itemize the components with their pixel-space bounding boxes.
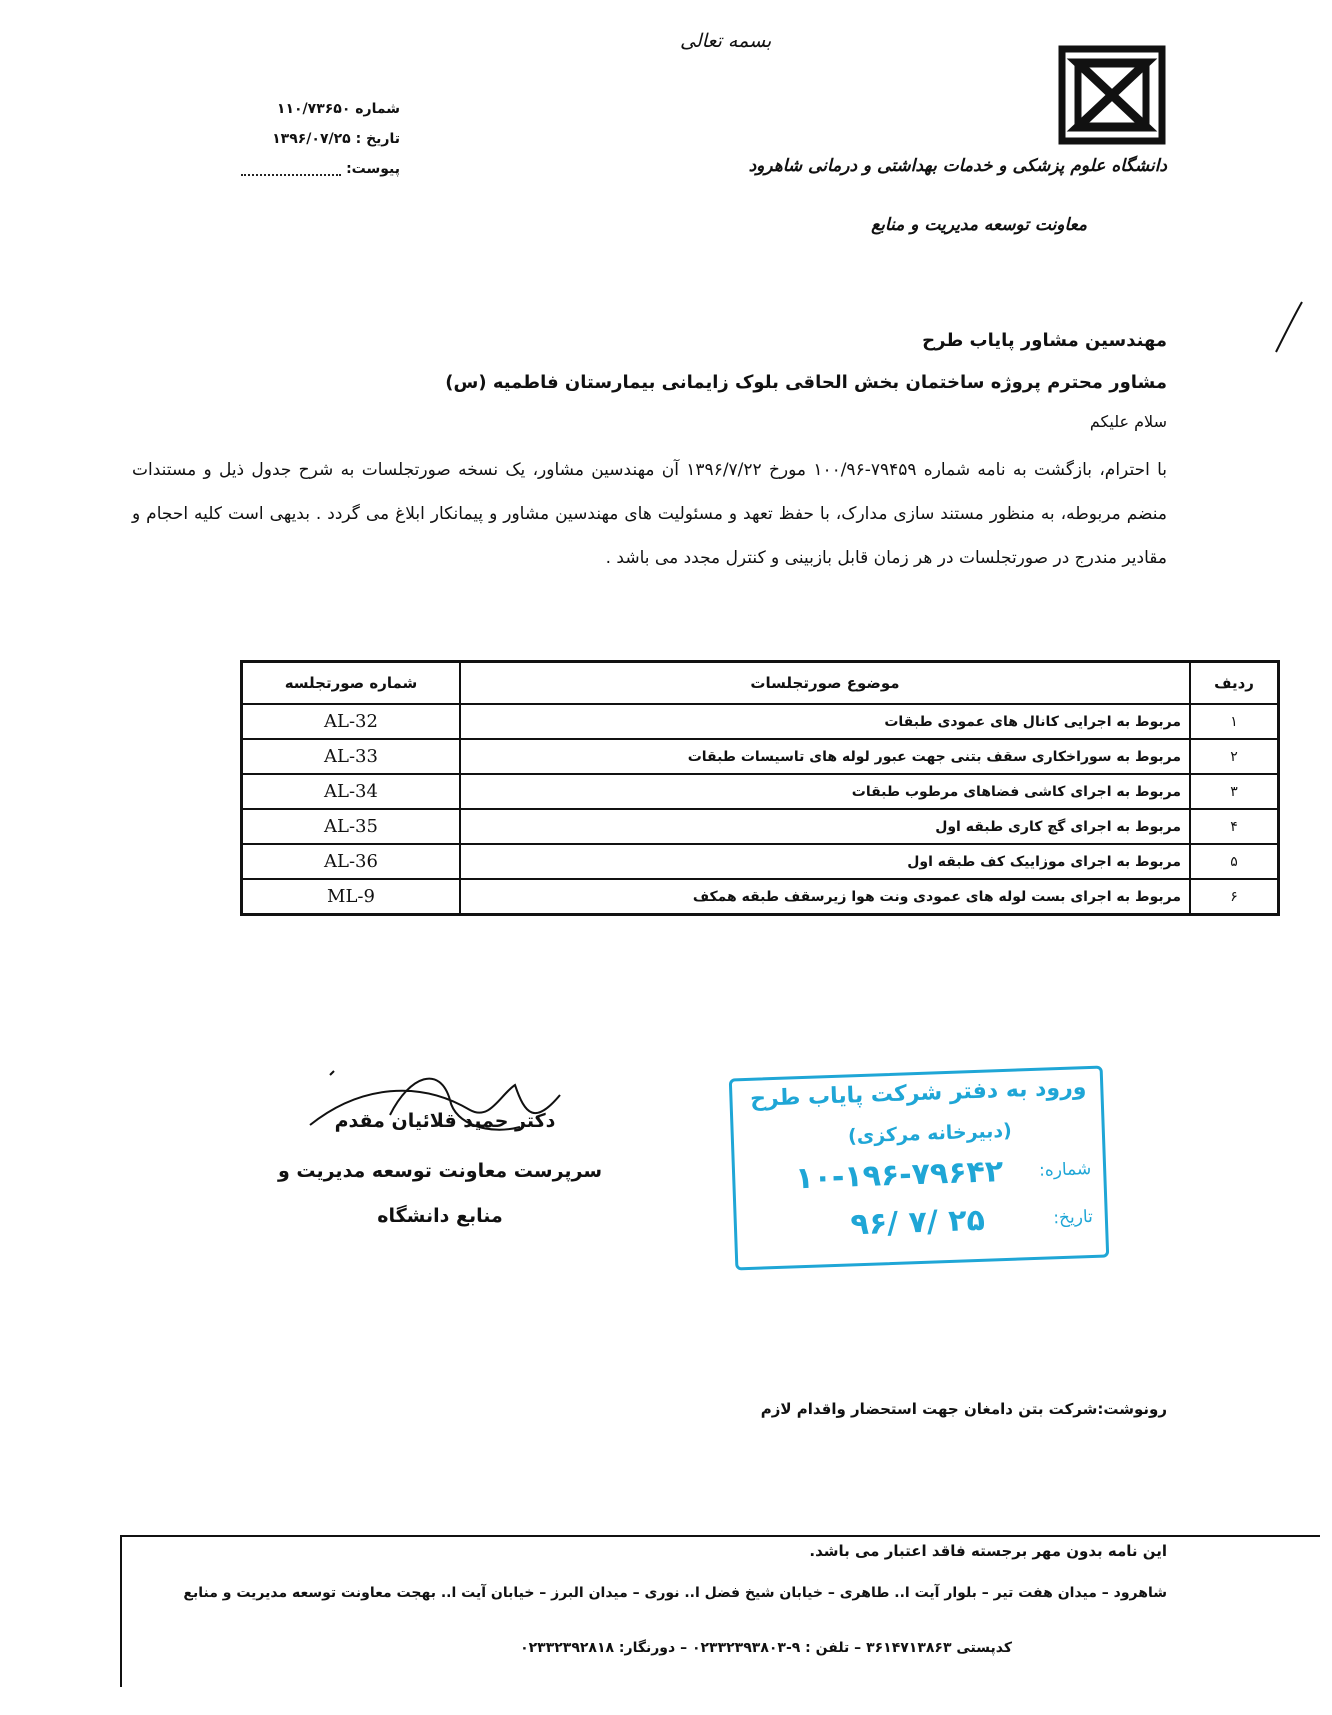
letter-attachment-row [230,154,400,184]
letter-date-value: ۱۳۹۶/۰۷/۲۵ [272,131,351,147]
row-subject: مربوط به اجرای موزاییک کف طبقه اول [460,844,1190,879]
header-minutes-number: شماره صورتجلسه [242,662,461,705]
department-name: معاونت توسعه مدیریت و منابع [871,215,1087,235]
table-row [242,879,1279,915]
signatory-title-line-1: سرپرست معاونت توسعه مدیریت و [277,1160,603,1182]
header-row-number: ردیف [1190,662,1279,705]
letter-number-value: ۱۱۰/۷۳۶۵۰ [276,101,351,117]
row-number: ۲ [1190,739,1279,774]
letter-number-label: شماره [355,101,400,117]
row-minutes-number: AL-32 [242,704,461,739]
header-subject: موضوع صورتجلسات [460,662,1190,705]
recipient-line-2: مشاور محترم پروژه ساختمان بخش الحاقی بلوک زایمانی بیمارستان فاطمیه (س) [445,372,1167,393]
row-subject: مربوط به اجرای کاشی فضاهای مرطوب طبقات [460,774,1190,809]
handwritten-slash-mark [1268,298,1308,356]
table-row [242,844,1279,879]
stamp-date-label: تاریخ: [1052,1206,1094,1229]
stamp-title: ورود به دفتر شرکت پایاب طرح [749,1075,1087,1112]
university-logo [1058,45,1166,145]
row-minutes-number: AL-34 [242,774,461,809]
stamp-number-value: ۱۰-۱۹۶-۷۹۶۴۲ [794,1154,1004,1197]
letter-date-row [230,124,400,154]
stamp-date-value: ۹۶/ ۷/ ۲۵ [849,1202,986,1243]
signatory-name: دکتر حمید قلائیان مقدم [334,1110,556,1132]
handwritten-signature [300,1055,580,1160]
carbon-copy-line: رونوشت:شرکت بتن دامغان جهت استحضار واقدام لازم [760,1400,1167,1418]
footer-validity-note: این نامه بدون مهر برجسته فاقد اعتبار می باشد. [809,1542,1167,1560]
letter-meta [230,94,400,184]
row-number: ۴ [1190,809,1279,844]
attachment-dotted-line [241,162,341,176]
row-subject: مربوط به اجرایی کانال های عمودی طبقات [460,704,1190,739]
letter-number-row [230,94,400,124]
row-number: ۳ [1190,774,1279,809]
stamp-number-label: شماره: [1038,1158,1092,1181]
row-minutes-number: AL-35 [242,809,461,844]
minutes-table [240,660,1280,916]
university-name: دانشگاه علوم پزشکی و خدمات بهداشتی و درمانی شاهرود [748,156,1167,176]
row-number: ۵ [1190,844,1279,879]
table-row [242,739,1279,774]
row-minutes-number: ML-9 [242,879,461,915]
letter-attachment-label: پیوست: [346,161,400,177]
letter-body: با احترام، بازگشت به نامه شماره ۷۹۴۵۹-۱۰۰/۹۶ مورخ ۱۳۹۶/۷/۲۲ آن مهندسین مشاور، یک نسخه صورتجلسات به شرح جدول ذیل و مستندات منضم مربوطه، به منظور مستند سازی مدارک، با حفظ تعهد و مسئولیت های مهندسین مشاور و پیمانکار ابلاغ می گردد . بدیهی است کلیه احجام و مقادیر مندرج در صورتجلسات در هر زمان قابل بازبینی و کنترل مجدد می باشد . [132,460,1167,568]
footer-address: شاهرود – میدان هفت تیر – بلوار آیت ا.. طاهری – خیابان شیخ فضل ا.. نوری – میدان البرز – خیابان آیت ا.. بهجت معاونت توسعه مدیریت و منابع [183,1585,1167,1601]
table-row [242,809,1279,844]
row-minutes-number: AL-36 [242,844,461,879]
footer-contact: کدپستی ۳۶۱۴۷۱۳۸۶۳ – تلفن : ۹-۰۲۳۳۲۳۹۳۸۰۳ – دورنگار: ۰۲۳۳۲۳۹۲۸۱۸ [520,1640,1012,1656]
stamp-subtitle: (دبیرخانه مرکزی) [847,1119,1013,1148]
row-number: ۱ [1190,704,1279,739]
letter-date-label: تاریخ : [355,131,400,147]
table-header-row [242,662,1279,705]
row-number: ۶ [1190,879,1279,915]
table-row [242,704,1279,739]
row-subject: مربوط به اجرای گچ کاری طبقه اول [460,809,1190,844]
row-subject: مربوط به سوراخکاری سقف بتنی جهت عبور لوله های تاسیسات طبقات [460,739,1190,774]
bismillah-heading: بسمه تعالی [680,30,772,52]
row-minutes-number: AL-33 [242,739,461,774]
recipient-line-1: مهندسین مشاور پایاب طرح [922,330,1167,351]
receipt-stamp [729,1066,1109,1271]
row-subject: مربوط به اجرای بست لوله های عمودی ونت هوا زیرسقف طبقه همکف [460,879,1190,915]
signatory-title-line-2: منابع دانشگاه [377,1205,503,1227]
greeting: سلام علیکم [1089,412,1167,431]
table-row [242,774,1279,809]
